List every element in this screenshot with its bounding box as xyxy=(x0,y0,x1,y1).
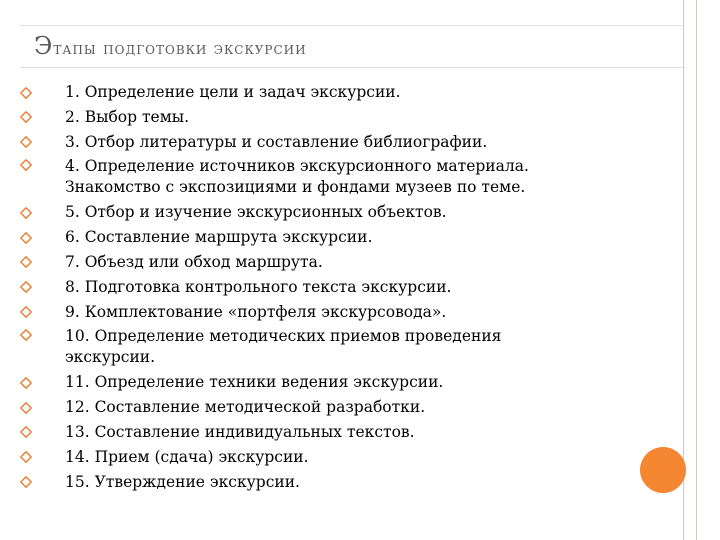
list-item-text: 5. Отбор и изучение экскурсионных объектов. xyxy=(65,203,447,222)
list-item xyxy=(20,324,660,370)
diamond-bullet-icon xyxy=(20,111,32,123)
list-item xyxy=(20,105,660,130)
list-item xyxy=(20,80,660,105)
list-item xyxy=(20,154,660,200)
right-border-decoration xyxy=(683,0,697,540)
diamond-bullet-icon xyxy=(20,476,32,488)
list-item-text: 12. Составление методической разработки. xyxy=(65,398,426,417)
list-item-text: 7. Объезд или обход маршрута. xyxy=(65,252,323,271)
diamond-bullet-icon xyxy=(20,256,32,268)
slide-title xyxy=(34,28,307,64)
title-rule-bottom xyxy=(20,67,683,68)
list-item-text xyxy=(65,326,660,368)
list-item-text: 6. Составление маршрута экскурсии. xyxy=(65,228,373,247)
diamond-bullet-icon xyxy=(20,329,32,341)
list-item xyxy=(20,250,660,275)
diamond-bullet-icon xyxy=(20,87,32,99)
diamond-bullet-icon xyxy=(20,306,32,318)
diamond-bullet-icon xyxy=(20,377,32,389)
list-item-text: 1. Определение цели и задач экскурсии. xyxy=(65,83,401,101)
title-rule-top xyxy=(20,25,683,26)
diamond-bullet-icon xyxy=(20,136,32,148)
list-item xyxy=(20,445,660,470)
list-item xyxy=(20,200,660,225)
list-item xyxy=(20,275,660,300)
diamond-bullet-icon xyxy=(20,402,32,414)
list-item-text: 9. Комплектование «портфеля экскурсовода». xyxy=(65,302,447,321)
list-item-text: 11. Определение техники ведения экскурсии. xyxy=(65,373,444,392)
list-item xyxy=(20,470,660,495)
diamond-bullet-icon xyxy=(20,281,32,293)
list-item xyxy=(20,420,660,445)
list-item-text: 14. Прием (сдача) экскурсии. xyxy=(65,447,309,466)
list-item-line: экскурсии. xyxy=(65,348,156,367)
list-item-text xyxy=(65,156,660,198)
slide-title-capital: Э xyxy=(34,32,54,60)
diamond-bullet-icon xyxy=(20,159,32,171)
list-item-text: 2. Выбор темы. xyxy=(65,107,190,126)
list-item xyxy=(20,395,660,420)
list-item xyxy=(20,130,660,155)
orange-circle-decoration xyxy=(640,447,686,493)
list-item xyxy=(20,370,660,395)
diamond-bullet-icon xyxy=(20,426,32,438)
diamond-bullet-icon xyxy=(20,451,32,463)
diamond-bullet-icon xyxy=(20,232,32,244)
list-item-text: 15. Утверждение экскурсии. xyxy=(65,472,300,491)
list-item-text: 3. Отбор литературы и составление библиографии. xyxy=(65,132,488,151)
list-item xyxy=(20,225,660,250)
list-item-line: 10. Определение методических приемов проведения xyxy=(65,327,502,346)
list-item-text: 13. Составление индивидуальных текстов. xyxy=(65,422,415,441)
list-item-line: Знакомство с экспозициями и фондами музеев по теме. xyxy=(65,178,526,197)
slide-title-rest: тапы подготовки экскурсии xyxy=(53,39,307,59)
list-item-text: 8. Подготовка контрольного текста экскурсии. xyxy=(65,277,452,296)
list-item-line: 4. Определение источников экскурсионного материала. xyxy=(65,157,529,176)
diamond-bullet-icon xyxy=(20,207,32,219)
bullet-list xyxy=(20,80,660,494)
list-item xyxy=(20,300,660,325)
